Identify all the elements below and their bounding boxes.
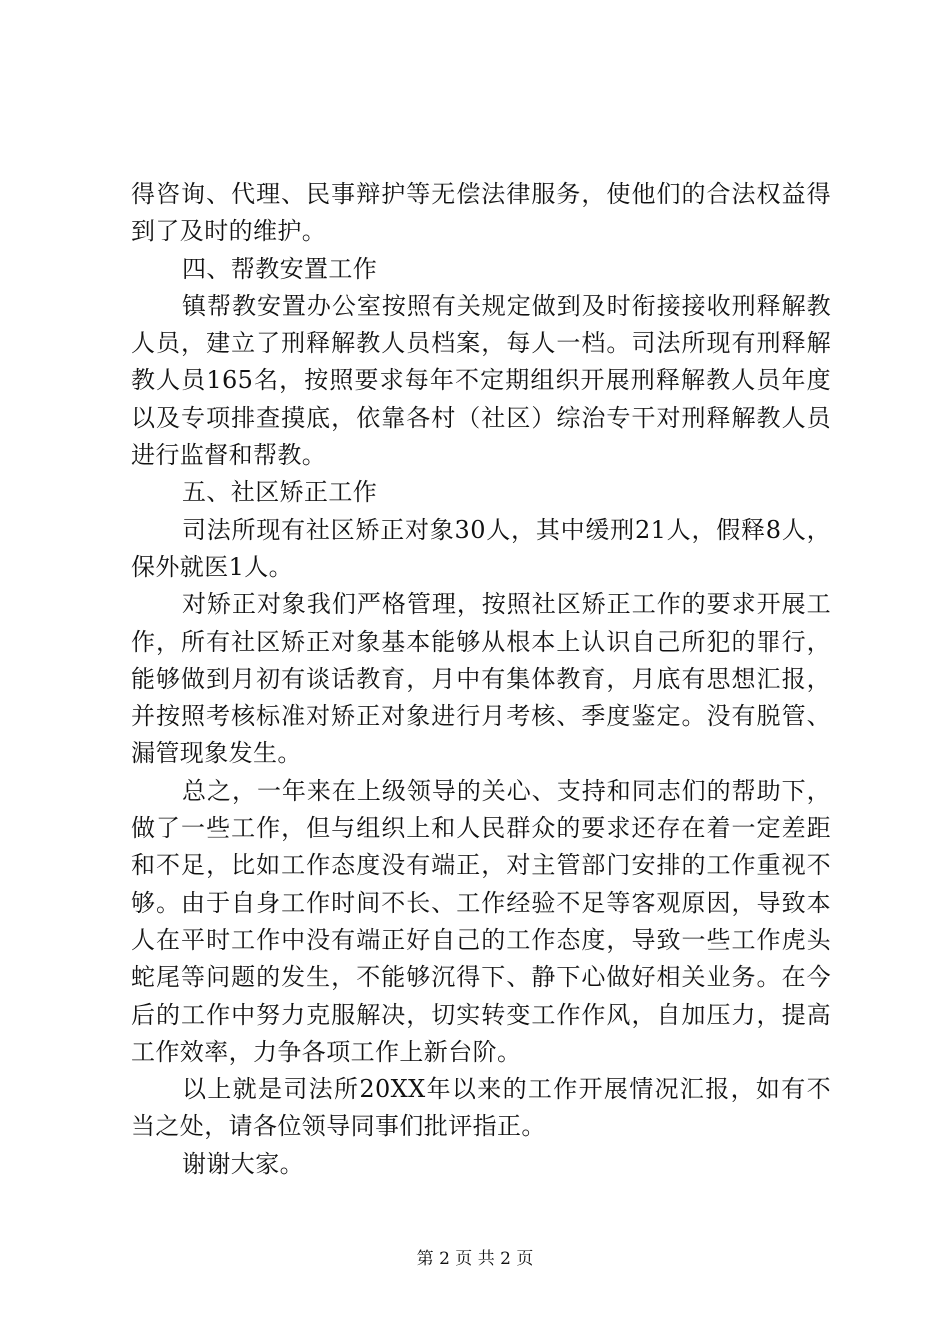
paragraph-resettlement: 镇帮教安置办公室按照有关规定做到及时衔接接收刑释解教人员，建立了刑释解教人员档案，每人一档。司法所现有刑释解教人员165名，按照要求每年不定期组织开展刑释解教人员年度以及专项排查摸底，依靠各村（社区）综治专干对刑释解教人员进行监督和帮教。 — [131, 291, 831, 470]
paragraph-legal-services-cont: 得咨询、代理、民事辩护等无偿法律服务，使他们的合法权益得到了及时的维护。 — [131, 180, 831, 246]
document-body — [131, 176, 831, 1183]
page-number-footer: 第 2 页 共 2 页 — [416, 1249, 534, 1269]
section-heading-community-correction: 五、社区矫正工作 — [182, 478, 378, 507]
section-heading-resettlement: 四、帮教安置工作 — [182, 254, 378, 283]
paragraph-closing-report: 以上就是司法所20XX年以来的工作开展情况汇报，如有不当之处，请各位领导同事们批评指正。 — [131, 1075, 831, 1141]
paragraph-thanks: 谢谢大家。 — [182, 1149, 304, 1178]
paragraph-summary: 总之，一年来在上级领导的关心、支持和同志们的帮助下，做了一些工作，但与组织上和人民群众的要求还存在着一定差距和不足，比如工作态度没有端正，对主管部门安排的工作重视不够。由于自身工作时间不长、工作经验不足等客观原因，导致本人在平时工作中没有端正好自己的工作态度，导致一些工作虎头蛇尾等问题的发生，不能够沉得下、静下心做好相关业务。在今后的工作中努力克服解决，切实转变工作作风，自加压力，提高工作效率，力争各项工作上新台阶。 — [131, 776, 831, 1066]
paragraph-correction-management: 对矫正对象我们严格管理，按照社区矫正工作的要求开展工作，所有社区矫正对象基本能够从根本上认识自己所犯的罪行，能够做到月初有谈话教育，月中有集体教育，月底有思想汇报，并按照考核标准对矫正对象进行月考核、季度鉴定。没有脱管、漏管现象发生。 — [131, 590, 831, 768]
paragraph-correction-count: 司法所现有社区矫正对象30人，其中缓刑21人，假释8人，保外就医1人。 — [131, 515, 831, 581]
